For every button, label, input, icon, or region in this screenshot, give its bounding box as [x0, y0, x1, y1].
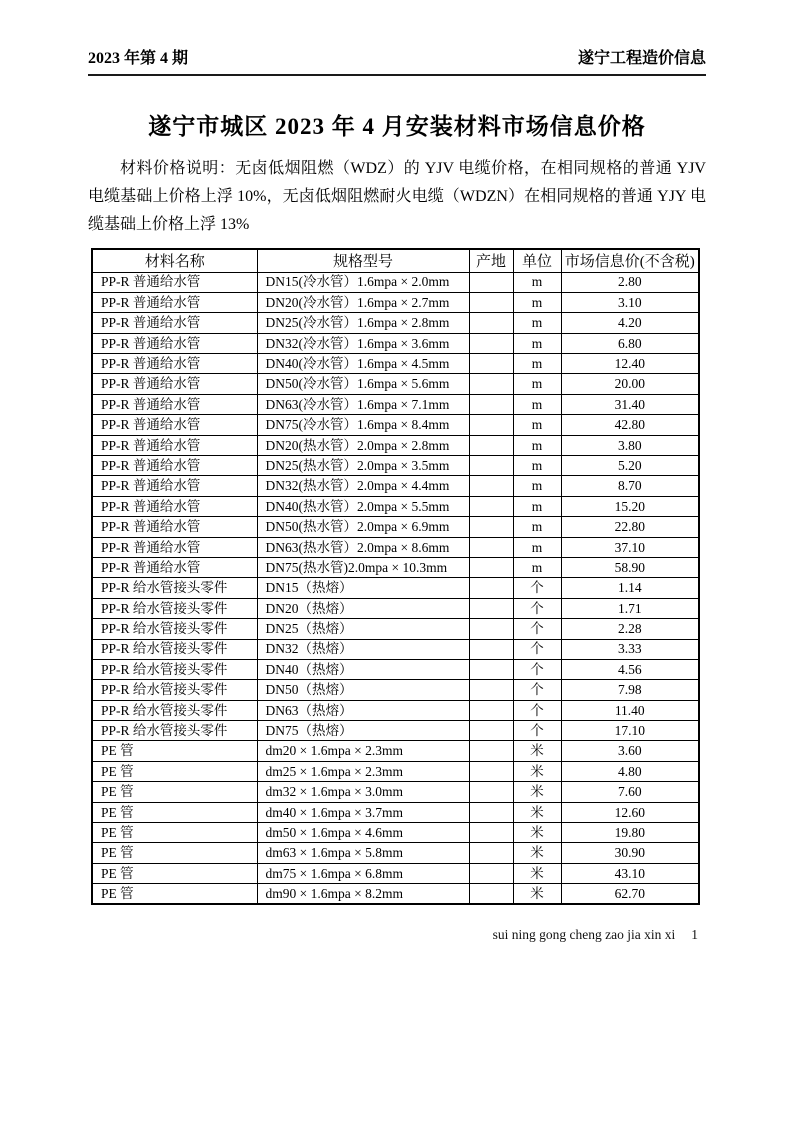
cell-origin: [469, 292, 513, 312]
issue-label: 2023 年第 4 期: [88, 50, 189, 67]
cell-spec: DN20（热熔）: [257, 598, 469, 618]
cell-material-name: PP-R 给水管接头零件: [92, 680, 257, 700]
cell-origin: [469, 537, 513, 557]
cell-origin: [469, 374, 513, 394]
cell-spec: DN63(冷水管）1.6mpa × 7.1mm: [257, 394, 469, 414]
cell-price: 6.80: [561, 333, 699, 353]
cell-price: 7.98: [561, 680, 699, 700]
table-row: [92, 741, 699, 761]
cell-material-name: PP-R 普通给水管: [92, 456, 257, 476]
running-header: [88, 50, 706, 68]
cell-price: 3.10: [561, 292, 699, 312]
cell-price: 37.10: [561, 537, 699, 557]
cell-price: 20.00: [561, 374, 699, 394]
cell-price: 43.10: [561, 863, 699, 883]
cell-unit: 米: [513, 782, 561, 802]
cell-unit: m: [513, 435, 561, 455]
cell-unit: 个: [513, 619, 561, 639]
cell-material-name: PE 管: [92, 802, 257, 822]
cell-spec: dm63 × 1.6mpa × 5.8mm: [257, 843, 469, 863]
cell-material-name: PP-R 普通给水管: [92, 313, 257, 333]
cell-spec: DN75(冷水管）1.6mpa × 8.4mm: [257, 415, 469, 435]
cell-origin: [469, 741, 513, 761]
cell-spec: DN25（热熔）: [257, 619, 469, 639]
cell-origin: [469, 782, 513, 802]
cell-unit: m: [513, 272, 561, 292]
col-header-material-name: 材料名称: [92, 249, 257, 272]
header-divider: [88, 74, 706, 76]
cell-spec: DN15（热熔）: [257, 578, 469, 598]
cell-material-name: PE 管: [92, 741, 257, 761]
material-price-note: 材料价格说明：无卤低烟阻燃（WDZ）的 YJV 电缆价格，在相同规格的普通 YJV 电缆基础上价格上浮 10%，无卤低烟阻燃耐火电缆（WDZN）在相同规格的普通 YJY 电缆基础上价格上浮 13%: [88, 160, 706, 233]
col-header-unit: 单位: [513, 249, 561, 272]
col-header-spec: 规格型号: [257, 249, 469, 272]
cell-price: 17.10: [561, 721, 699, 741]
page-content: [88, 0, 706, 943]
cell-price: 4.20: [561, 313, 699, 333]
cell-spec: DN32（热熔）: [257, 639, 469, 659]
table-row: [92, 394, 699, 414]
cell-origin: [469, 354, 513, 374]
col-header-origin: 产地: [469, 249, 513, 272]
cell-unit: 个: [513, 598, 561, 618]
table-row: [92, 843, 699, 863]
cell-origin: [469, 884, 513, 904]
cell-material-name: PP-R 给水管接头零件: [92, 700, 257, 720]
cell-price: 31.40: [561, 394, 699, 414]
table-row: [92, 557, 699, 577]
cell-price: 30.90: [561, 843, 699, 863]
cell-material-name: PP-R 普通给水管: [92, 496, 257, 516]
cell-spec: dm32 × 1.6mpa × 3.0mm: [257, 782, 469, 802]
cell-material-name: PE 管: [92, 884, 257, 904]
cell-unit: 米: [513, 843, 561, 863]
footer-pinyin: sui ning gong cheng zao jia xin xi: [492, 927, 676, 943]
cell-material-name: PE 管: [92, 863, 257, 883]
cell-origin: [469, 476, 513, 496]
cell-unit: 个: [513, 700, 561, 720]
cell-unit: m: [513, 292, 561, 312]
cell-price: 2.80: [561, 272, 699, 292]
cell-price: 22.80: [561, 517, 699, 537]
cell-price: 42.80: [561, 415, 699, 435]
header-row: [92, 249, 699, 272]
cell-material-name: PP-R 普通给水管: [92, 354, 257, 374]
cell-material-name: PP-R 普通给水管: [92, 272, 257, 292]
table-row: [92, 313, 699, 333]
table-row: [92, 374, 699, 394]
cell-origin: [469, 598, 513, 618]
cell-origin: [469, 639, 513, 659]
cell-spec: DN50(冷水管）1.6mpa × 5.6mm: [257, 374, 469, 394]
cell-unit: m: [513, 517, 561, 537]
cell-material-name: PP-R 普通给水管: [92, 394, 257, 414]
cell-unit: 米: [513, 863, 561, 883]
cell-unit: m: [513, 354, 561, 374]
cell-spec: dm90 × 1.6mpa × 8.2mm: [257, 884, 469, 904]
price-table: [91, 248, 700, 905]
price-table-header: [92, 249, 699, 272]
cell-price: 5.20: [561, 456, 699, 476]
table-row: [92, 456, 699, 476]
table-row: [92, 292, 699, 312]
cell-spec: DN25(冷水管）1.6mpa × 2.8mm: [257, 313, 469, 333]
cell-price: 7.60: [561, 782, 699, 802]
cell-spec: DN32(热水管）2.0mpa × 4.4mm: [257, 476, 469, 496]
cell-unit: 米: [513, 802, 561, 822]
cell-spec: dm50 × 1.6mpa × 4.6mm: [257, 823, 469, 843]
cell-unit: m: [513, 313, 561, 333]
table-row: [92, 863, 699, 883]
publication-label: 遂宁工程造价信息: [577, 50, 706, 67]
cell-origin: [469, 456, 513, 476]
cell-material-name: PP-R 普通给水管: [92, 557, 257, 577]
page-number: 1: [691, 927, 698, 943]
cell-unit: m: [513, 476, 561, 496]
cell-material-name: PP-R 给水管接头零件: [92, 598, 257, 618]
cell-origin: [469, 578, 513, 598]
cell-unit: m: [513, 456, 561, 476]
cell-material-name: PP-R 普通给水管: [92, 435, 257, 455]
cell-price: 58.90: [561, 557, 699, 577]
cell-origin: [469, 272, 513, 292]
table-row: [92, 598, 699, 618]
table-row: [92, 496, 699, 516]
cell-origin: [469, 415, 513, 435]
table-row: [92, 802, 699, 822]
cell-spec: DN20(热水管）2.0mpa × 2.8mm: [257, 435, 469, 455]
table-row: [92, 476, 699, 496]
cell-spec: dm75 × 1.6mpa × 6.8mm: [257, 863, 469, 883]
cell-origin: [469, 721, 513, 741]
page-title: 遂宁市城区 2023 年 4 月安装材料市场信息价格: [148, 114, 646, 139]
cell-material-name: PP-R 给水管接头零件: [92, 721, 257, 741]
cell-price: 19.80: [561, 823, 699, 843]
cell-material-name: PE 管: [92, 823, 257, 843]
table-row: [92, 639, 699, 659]
table-row: [92, 700, 699, 720]
cell-unit: 米: [513, 884, 561, 904]
cell-spec: DN15(冷水管）1.6mpa × 2.0mm: [257, 272, 469, 292]
cell-spec: DN40（热熔）: [257, 659, 469, 679]
cell-material-name: PP-R 给水管接头零件: [92, 619, 257, 639]
cell-price: 3.33: [561, 639, 699, 659]
cell-spec: DN75（热熔）: [257, 721, 469, 741]
table-row: [92, 823, 699, 843]
cell-price: 12.40: [561, 354, 699, 374]
cell-material-name: PP-R 普通给水管: [92, 537, 257, 557]
cell-spec: dm25 × 1.6mpa × 2.3mm: [257, 761, 469, 781]
cell-unit: m: [513, 374, 561, 394]
cell-price: 4.56: [561, 659, 699, 679]
cell-origin: [469, 700, 513, 720]
table-row: [92, 517, 699, 537]
cell-spec: DN25(热水管）2.0mpa × 3.5mm: [257, 456, 469, 476]
cell-price: 11.40: [561, 700, 699, 720]
cell-origin: [469, 802, 513, 822]
cell-unit: 米: [513, 761, 561, 781]
cell-price: 1.71: [561, 598, 699, 618]
cell-material-name: PP-R 普通给水管: [92, 476, 257, 496]
cell-material-name: PP-R 普通给水管: [92, 292, 257, 312]
table-row: [92, 619, 699, 639]
cell-origin: [469, 435, 513, 455]
cell-price: 15.20: [561, 496, 699, 516]
table-row: [92, 782, 699, 802]
price-table-body: [92, 272, 699, 904]
cell-origin: [469, 863, 513, 883]
table-row: [92, 354, 699, 374]
cell-origin: [469, 659, 513, 679]
cell-spec: dm20 × 1.6mpa × 2.3mm: [257, 741, 469, 761]
cell-origin: [469, 333, 513, 353]
table-row: [92, 435, 699, 455]
cell-material-name: PE 管: [92, 761, 257, 781]
cell-unit: 个: [513, 721, 561, 741]
cell-unit: m: [513, 557, 561, 577]
table-row: [92, 272, 699, 292]
cell-origin: [469, 761, 513, 781]
table-row: [92, 680, 699, 700]
cell-price: 2.28: [561, 619, 699, 639]
cell-origin: [469, 843, 513, 863]
cell-origin: [469, 313, 513, 333]
cell-origin: [469, 496, 513, 516]
cell-spec: DN63(热水管）2.0mpa × 8.6mm: [257, 537, 469, 557]
table-row: [92, 537, 699, 557]
cell-price: 3.80: [561, 435, 699, 455]
table-row: [92, 659, 699, 679]
cell-material-name: PP-R 普通给水管: [92, 333, 257, 353]
table-row: [92, 333, 699, 353]
table-row: [92, 721, 699, 741]
cell-origin: [469, 823, 513, 843]
cell-material-name: PP-R 普通给水管: [92, 517, 257, 537]
cell-origin: [469, 517, 513, 537]
cell-material-name: PP-R 普通给水管: [92, 374, 257, 394]
col-header-market-price: 市场信息价(不含税): [561, 249, 699, 272]
table-row: [92, 578, 699, 598]
cell-material-name: PP-R 给水管接头零件: [92, 578, 257, 598]
cell-unit: m: [513, 496, 561, 516]
cell-unit: m: [513, 394, 561, 414]
cell-price: 12.60: [561, 802, 699, 822]
table-row: [92, 761, 699, 781]
cell-price: 3.60: [561, 741, 699, 761]
cell-material-name: PE 管: [92, 843, 257, 863]
cell-material-name: PP-R 普通给水管: [92, 415, 257, 435]
cell-unit: m: [513, 333, 561, 353]
cell-origin: [469, 619, 513, 639]
cell-material-name: PP-R 给水管接头零件: [92, 659, 257, 679]
cell-price: 8.70: [561, 476, 699, 496]
cell-spec: DN50(热水管）2.0mpa × 6.9mm: [257, 517, 469, 537]
cell-spec: DN50（热熔）: [257, 680, 469, 700]
cell-origin: [469, 680, 513, 700]
cell-unit: 个: [513, 680, 561, 700]
cell-spec: DN40(热水管）2.0mpa × 5.5mm: [257, 496, 469, 516]
cell-unit: m: [513, 537, 561, 557]
cell-unit: 个: [513, 639, 561, 659]
cell-unit: 个: [513, 578, 561, 598]
cell-unit: 米: [513, 823, 561, 843]
cell-material-name: PP-R 给水管接头零件: [92, 639, 257, 659]
cell-unit: 米: [513, 741, 561, 761]
cell-spec: DN20(冷水管）1.6mpa × 2.7mm: [257, 292, 469, 312]
cell-unit: m: [513, 415, 561, 435]
cell-origin: [469, 394, 513, 414]
table-row: [92, 415, 699, 435]
cell-material-name: PE 管: [92, 782, 257, 802]
cell-spec: DN40(冷水管）1.6mpa × 4.5mm: [257, 354, 469, 374]
cell-price: 62.70: [561, 884, 699, 904]
cell-price: 4.80: [561, 761, 699, 781]
page-footer: [88, 927, 706, 943]
cell-spec: dm40 × 1.6mpa × 3.7mm: [257, 802, 469, 822]
cell-spec: DN32(冷水管）1.6mpa × 3.6mm: [257, 333, 469, 353]
cell-unit: 个: [513, 659, 561, 679]
cell-price: 1.14: [561, 578, 699, 598]
cell-spec: DN63（热熔）: [257, 700, 469, 720]
cell-spec: DN75(热水管)2.0mpa × 10.3mm: [257, 557, 469, 577]
table-row: [92, 884, 699, 904]
cell-origin: [469, 557, 513, 577]
